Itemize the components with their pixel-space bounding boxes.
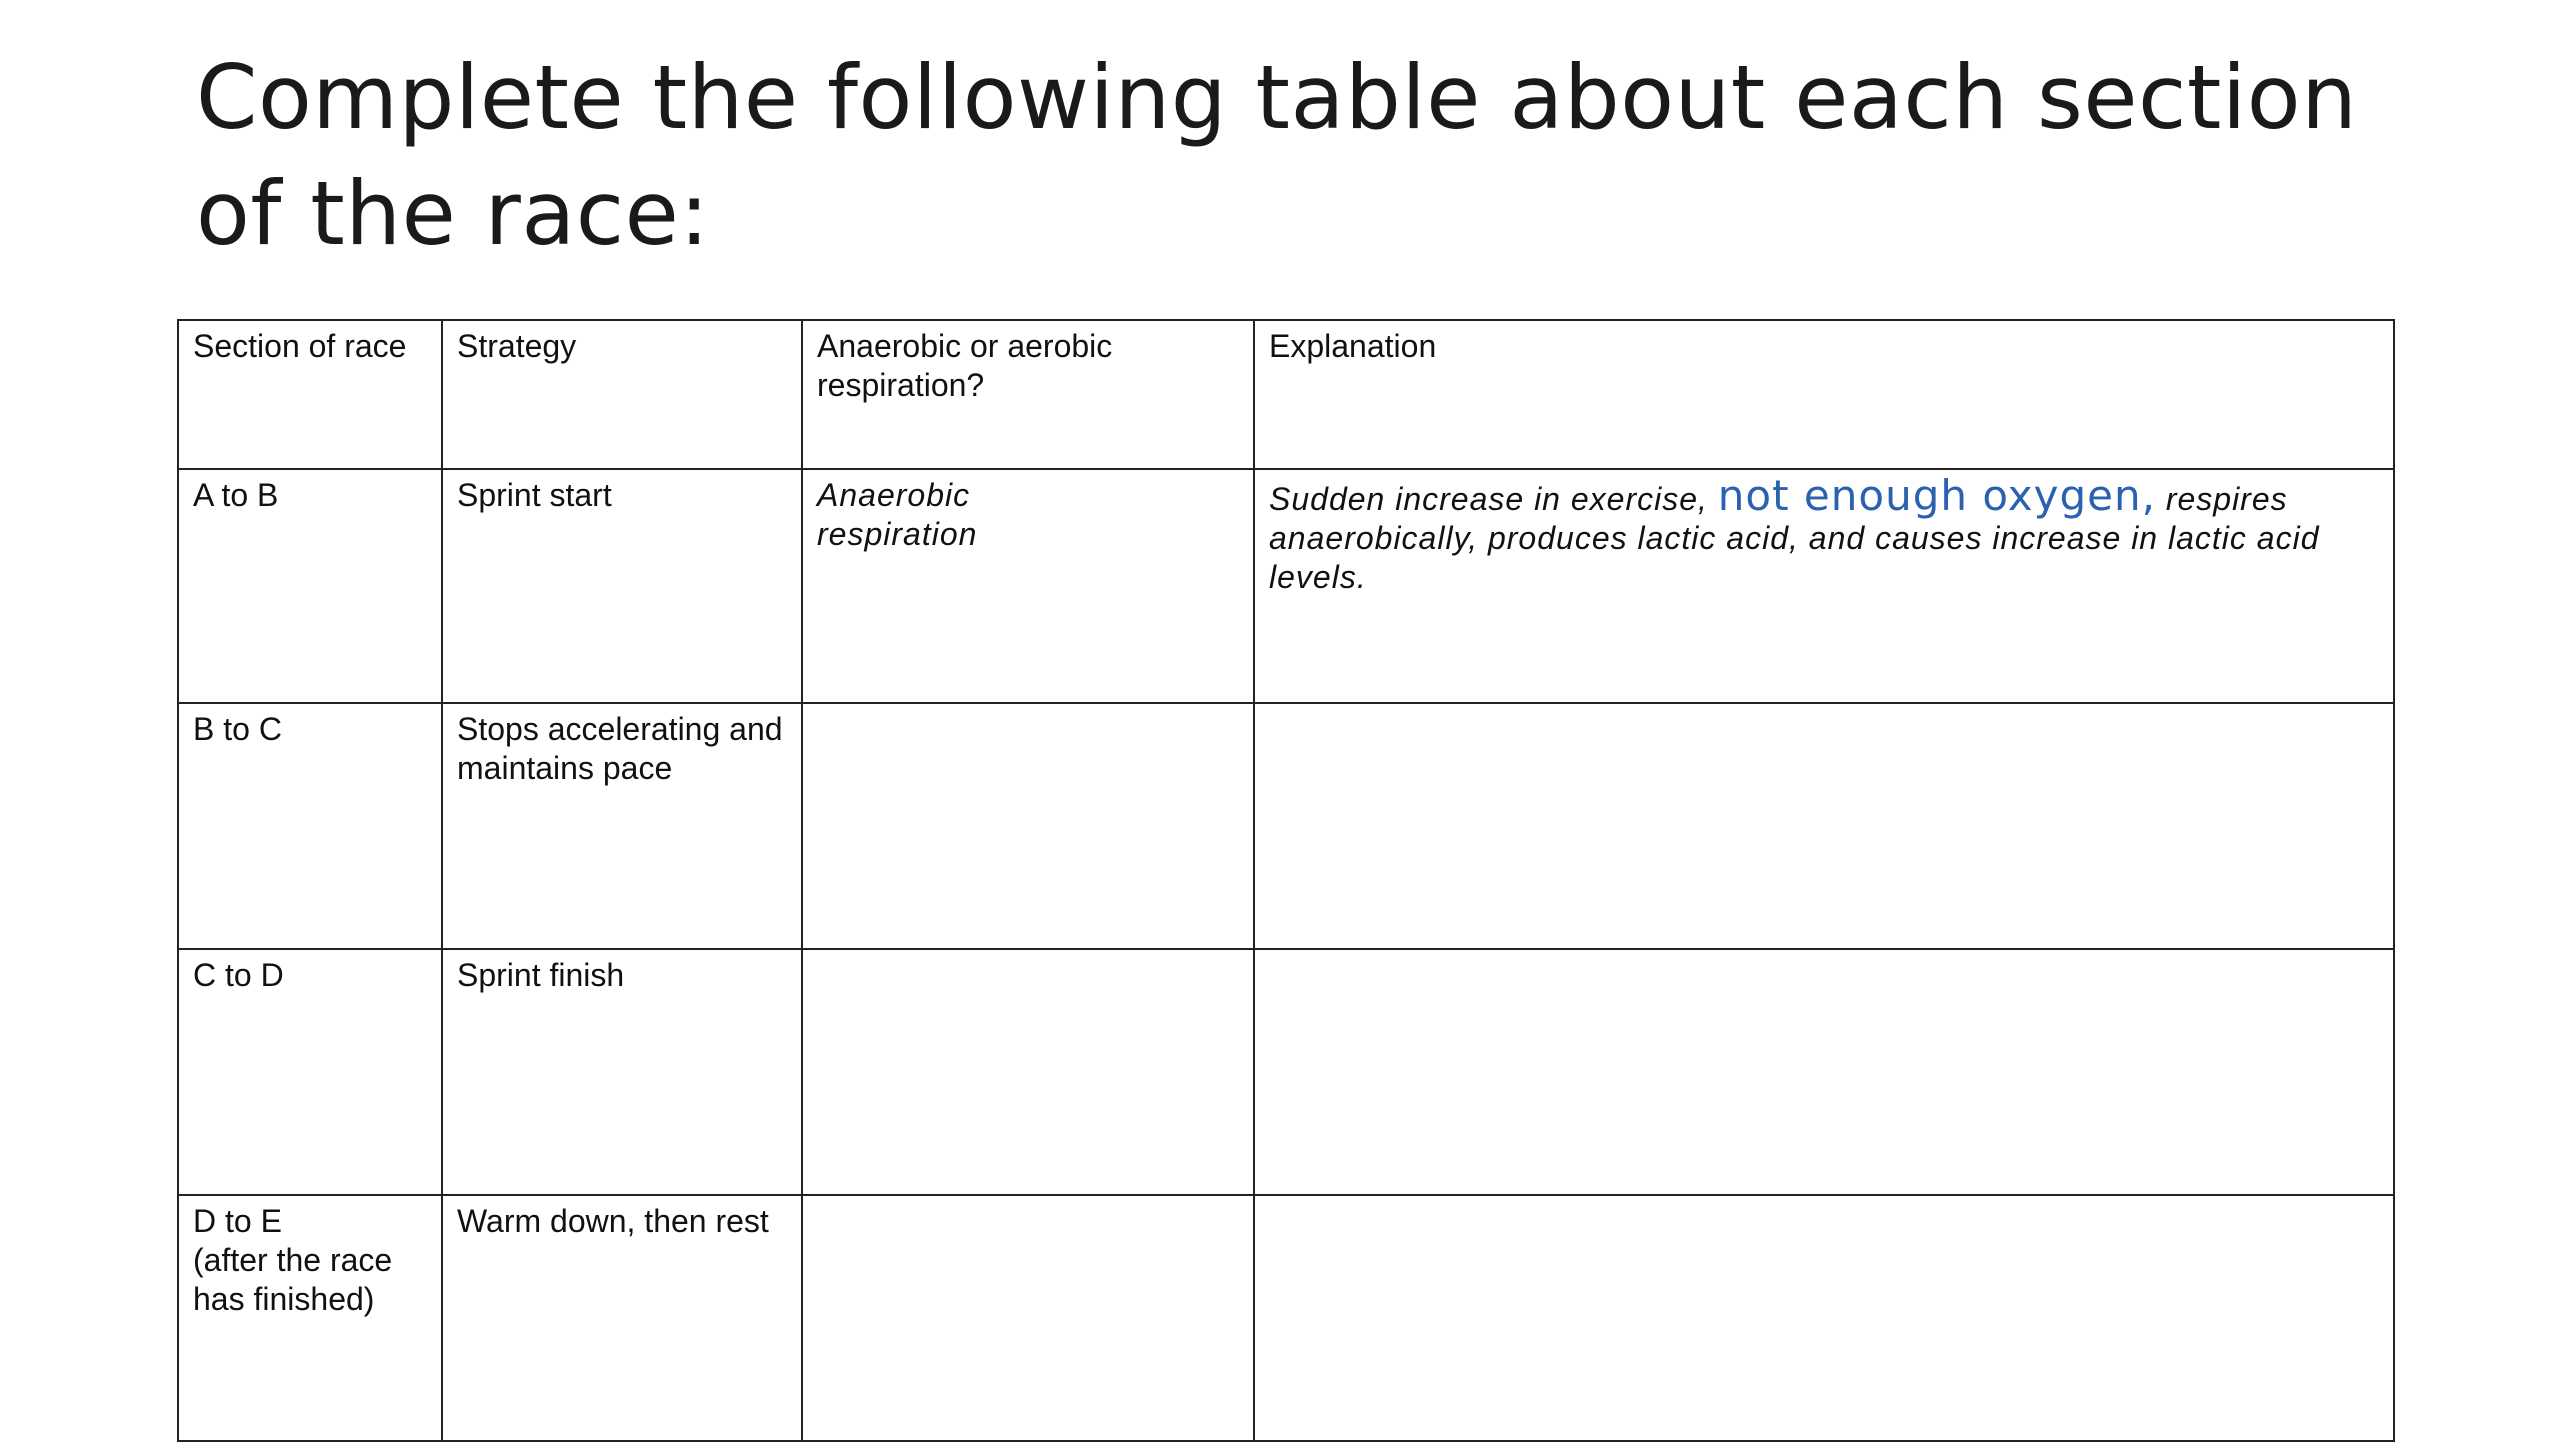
table-row [178, 703, 2394, 949]
table-header-row [178, 320, 2394, 469]
respiration-answer[interactable] [802, 1195, 1254, 1441]
header-explanation: Explanation [1254, 320, 2394, 469]
strategy-cell: Sprint start [442, 469, 802, 703]
section-cell: A to B [178, 469, 442, 703]
explanation-text: Sudden increase in exercise, [1269, 481, 1718, 517]
table-row [178, 949, 2394, 1195]
explanation-emphasis: not enough oxygen, [1717, 471, 2156, 520]
race-table [177, 319, 2395, 1442]
explanation-text-continued: respires anaerobically, produces lactic acid, and causes increase in lactic acid levels. [1269, 481, 2320, 595]
explanation-answer[interactable] [1254, 703, 2394, 949]
explanation-answer[interactable] [1254, 949, 2394, 1195]
page-title: Complete the following table about each section of the race: [196, 46, 2358, 265]
section-cell: D to E (after the race has finished) [178, 1195, 442, 1441]
section-cell: B to C [178, 703, 442, 949]
respiration-answer[interactable] [802, 703, 1254, 949]
respiration-answer[interactable]: Anaerobic respiration [802, 469, 1254, 703]
header-respiration: Anaerobic or aerobic respiration? [802, 320, 1254, 469]
strategy-cell: Sprint finish [442, 949, 802, 1195]
section-cell: C to D [178, 949, 442, 1195]
header-strategy: Strategy [442, 320, 802, 469]
table-row [178, 1195, 2394, 1441]
strategy-cell: Stops accelerating and maintains pace [442, 703, 802, 949]
explanation-answer[interactable] [1254, 1195, 2394, 1441]
table-row [178, 469, 2394, 703]
header-section: Section of race [178, 320, 442, 469]
explanation-answer[interactable] [1254, 469, 2394, 703]
strategy-cell: Warm down, then rest [442, 1195, 802, 1441]
respiration-answer[interactable] [802, 949, 1254, 1195]
